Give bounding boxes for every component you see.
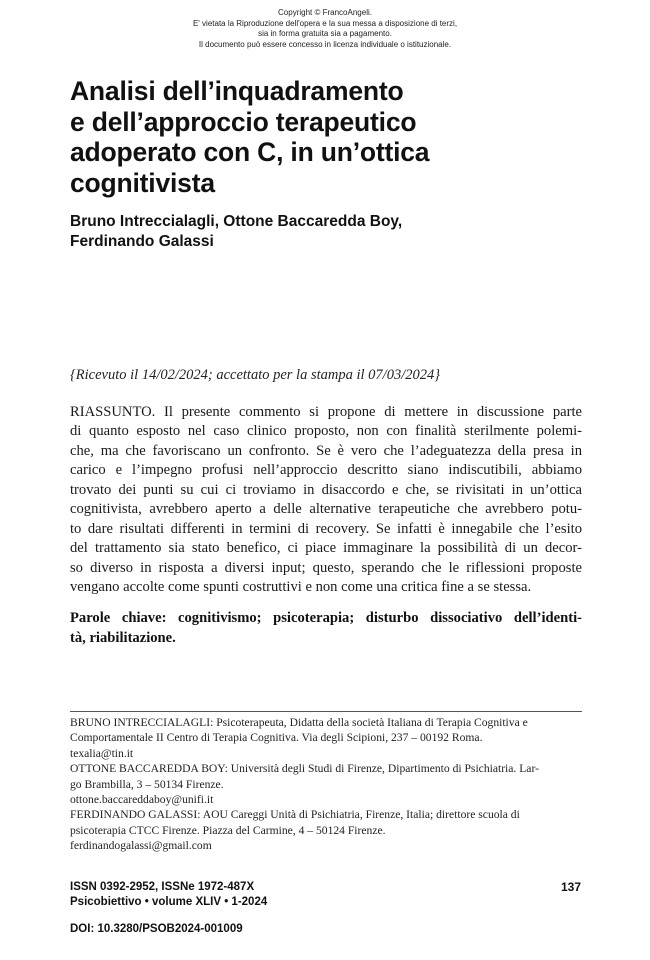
keywords-line: Parole chiave: cognitivismo; psicoterapia; disturbo dissociativo dell’identi-	[70, 610, 582, 626]
abstract-line: carico e l’impegno profusi nell’approccio descritto siano indiscutibili, abbiamo	[70, 462, 582, 479]
affiliation-line: go Brambilla, 3 – 50134 Firenze.	[70, 777, 224, 791]
journal-footer	[70, 880, 267, 910]
page-number: 137	[560, 880, 581, 894]
copyright-line: Il documento può essere concesso in licenza individuale o istituzionale.	[198, 39, 452, 49]
copyright-notice	[0, 8, 650, 50]
affiliation-line: OTTONE BACCAREDDA BOY: Università degli Studi di Firenze, Dipartimento di Psichiatria. Lar-	[70, 762, 539, 776]
copyright-line: Copyright © FrancoAngeli.	[278, 8, 372, 17]
abstract	[70, 403, 582, 598]
copyright-line: sia in forma gratuita sia a pagamento.	[258, 29, 392, 39]
journal-volume: Psicobiettivo • volume XLIV • 1-2024	[70, 896, 268, 908]
keywords-line: tà, riabilitazione.	[70, 629, 176, 646]
doi-link[interactable]: DOI: 10.3280/PSOB2024-001009	[70, 923, 243, 935]
abstract-line: di quanto esposto nel caso clinico proposto, non con finalità sterilmente polemi-	[70, 423, 582, 440]
affiliation-email[interactable]: ferdinandogalassi@gmail.com	[70, 839, 212, 853]
author-line: Ferdinando Galassi	[70, 233, 214, 250]
title-line: cognitivista	[70, 167, 215, 198]
affiliation-email[interactable]: texalia@tin.it	[70, 746, 134, 760]
received-dates: {Ricevuto il 14/02/2024; accettato per la stampa il 07/03/2024}	[70, 367, 441, 383]
issn: ISSN 0392-2952, ISSNe 1972-487X	[70, 881, 255, 893]
abstract-line: RIASSUNTO. Il presente commento si propone di mettere in discussione parte	[70, 404, 582, 420]
author-line: Bruno Intreccialagli, Ottone Baccaredda Boy,	[70, 213, 403, 230]
title-line: e dell’approccio terapeutico	[70, 106, 417, 137]
abstract-line: trovato dei punti su cui ci troviamo in disaccordo e che, se rivisitati in un’ottica	[70, 481, 582, 498]
keywords	[70, 609, 582, 648]
footnote-divider	[70, 711, 582, 712]
abstract-line: che, ma che favoriscano un confronto. Se è vero che l’adeguatezza della presa in	[70, 442, 582, 459]
abstract-line: to dare risultati differenti in termini di recovery. Se infatti è innegabile che l’esito	[70, 520, 582, 537]
affiliation-line: psicoterapia CTCC Firenze. Piazza del Carmine, 4 – 50124 Firenze.	[70, 823, 386, 837]
abstract-line: vengano accolte come spunti costruttivi e non come una critica fine a se stessa.	[70, 579, 532, 596]
abstract-line: del trattamento sia stato benefico, ci piace immaginare la possibilità di un decor-	[70, 540, 582, 557]
title-line: Analisi dell’inquadramento	[70, 76, 404, 106]
abstract-line: so diverso in risposta a diversi input; questo, sperando che le riflessioni proposte	[70, 559, 582, 576]
affiliation-line: BRUNO INTRECCIALAGLI: Psicoterapeuta, Didatta della società Italiana di Terapia Cognitiva e	[70, 716, 528, 729]
author-affiliations	[70, 715, 582, 854]
affiliation-line: Comportamentale II Centro di Terapia Cognitiva. Via degli Scipioni, 237 – 00192 Roma.	[70, 731, 483, 745]
copyright-line: E' vietata la Riproduzione dell'opera e la sua messa a disposizione di terzi,	[192, 18, 458, 28]
article-title	[70, 76, 610, 198]
title-line: adoperato con C, in un’ottica	[70, 137, 430, 167]
affiliation-line: FERDINANDO GALASSI: AOU Careggi Unità di Psichiatria, Firenze, Italia; direttore scuola di	[70, 808, 520, 822]
affiliation-email[interactable]: ottone.baccareddaboy@unifi.it	[70, 793, 214, 807]
abstract-line: cognitivista, avrebbero aperto a delle alternative terapeutiche che avrebbero potu-	[70, 501, 582, 518]
author-list	[70, 212, 590, 252]
